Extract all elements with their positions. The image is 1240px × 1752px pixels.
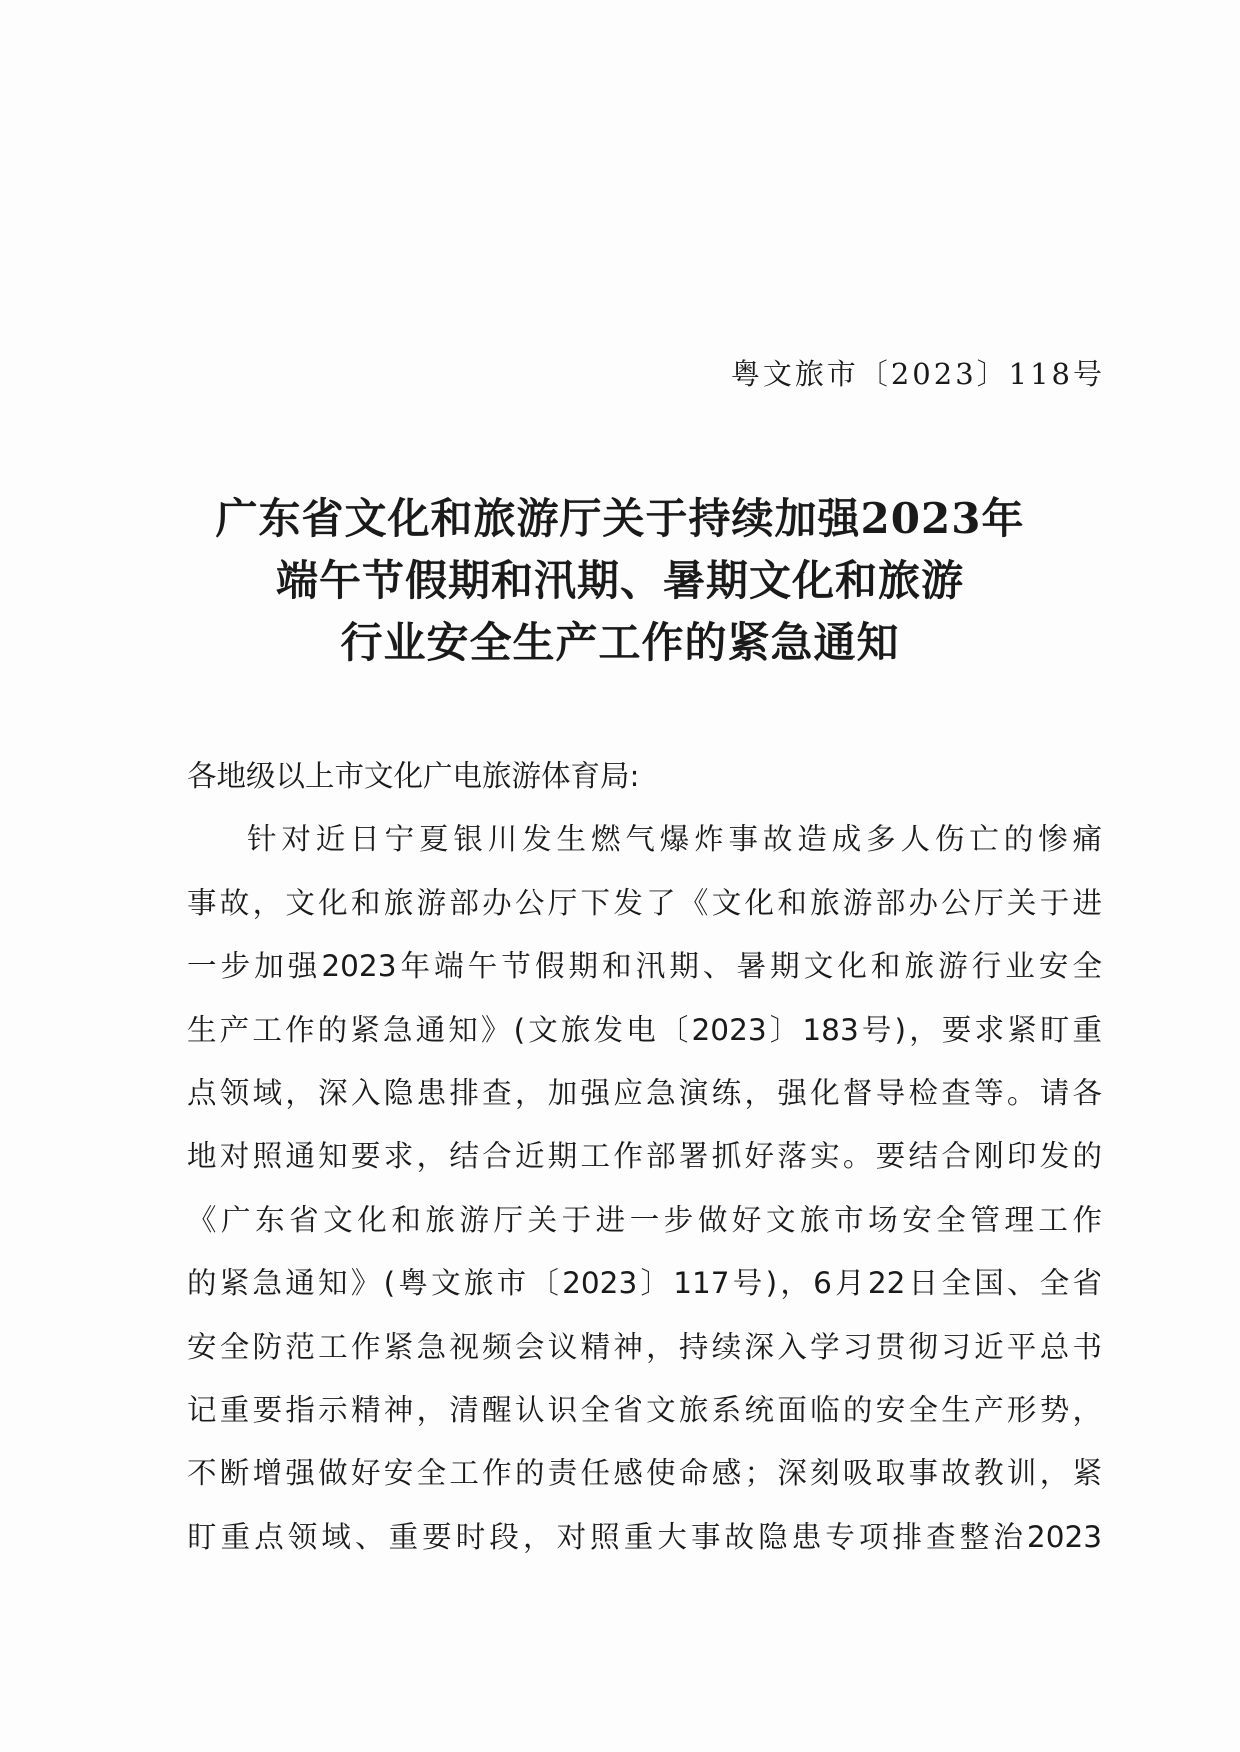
- body-line: 安全防范工作紧急视频会议精神，持续深入学习贯彻习近平总书: [187, 1329, 1102, 1364]
- body-line: 针对近日宁夏银川发生燃气爆炸事故造成多人伤亡的惨痛: [247, 822, 1102, 857]
- body-line: 地对照通知要求，结合近期工作部署抓好落实。要结合刚印发的: [187, 1139, 1102, 1174]
- document-body: [187, 745, 1102, 1569]
- document-title: [0, 488, 1240, 674]
- title-line: 行业安全生产工作的紧急通知: [340, 618, 900, 667]
- title-line: 端午节假期和汛期、暑期文化和旅游: [275, 556, 964, 605]
- document-number: 粤文旅市〔2023〕118号: [730, 357, 1105, 391]
- body-line: 《广东省文化和旅游厅关于进一步做好文旅市场安全管理工作: [187, 1202, 1102, 1237]
- body-line: 盯重点领域、重要时段，对照重大事故隐患专项排查整治2023: [187, 1519, 1102, 1554]
- body-line: 生产工作的紧急通知》(文旅发电〔2023〕183号)，要求紧盯重: [187, 1012, 1102, 1047]
- body-line: 事故，文化和旅游部办公厅下发了《文化和旅游部办公厅关于进: [187, 885, 1102, 920]
- body-line: 点领域，深入隐患排查，加强应急演练，强化督导检查等。请各: [187, 1075, 1102, 1110]
- salutation: 各地级以上市文化广电旅游体育局:: [187, 759, 640, 793]
- body-line: 记重要指示精神，清醒认识全省文旅系统面临的安全生产形势，: [187, 1392, 1102, 1427]
- body-line: 的紧急通知》(粤文旅市〔2023〕117号)，6月22日全国、全省: [187, 1266, 1102, 1301]
- title-line: 广东省文化和旅游厅关于持续加强2023年: [215, 494, 1025, 543]
- body-line: 一步加强2023年端午节假期和汛期、暑期文化和旅游行业安全: [187, 949, 1102, 984]
- body-line: 不断增强做好安全工作的责任感使命感；深刻吸取事故教训，紧: [187, 1456, 1102, 1491]
